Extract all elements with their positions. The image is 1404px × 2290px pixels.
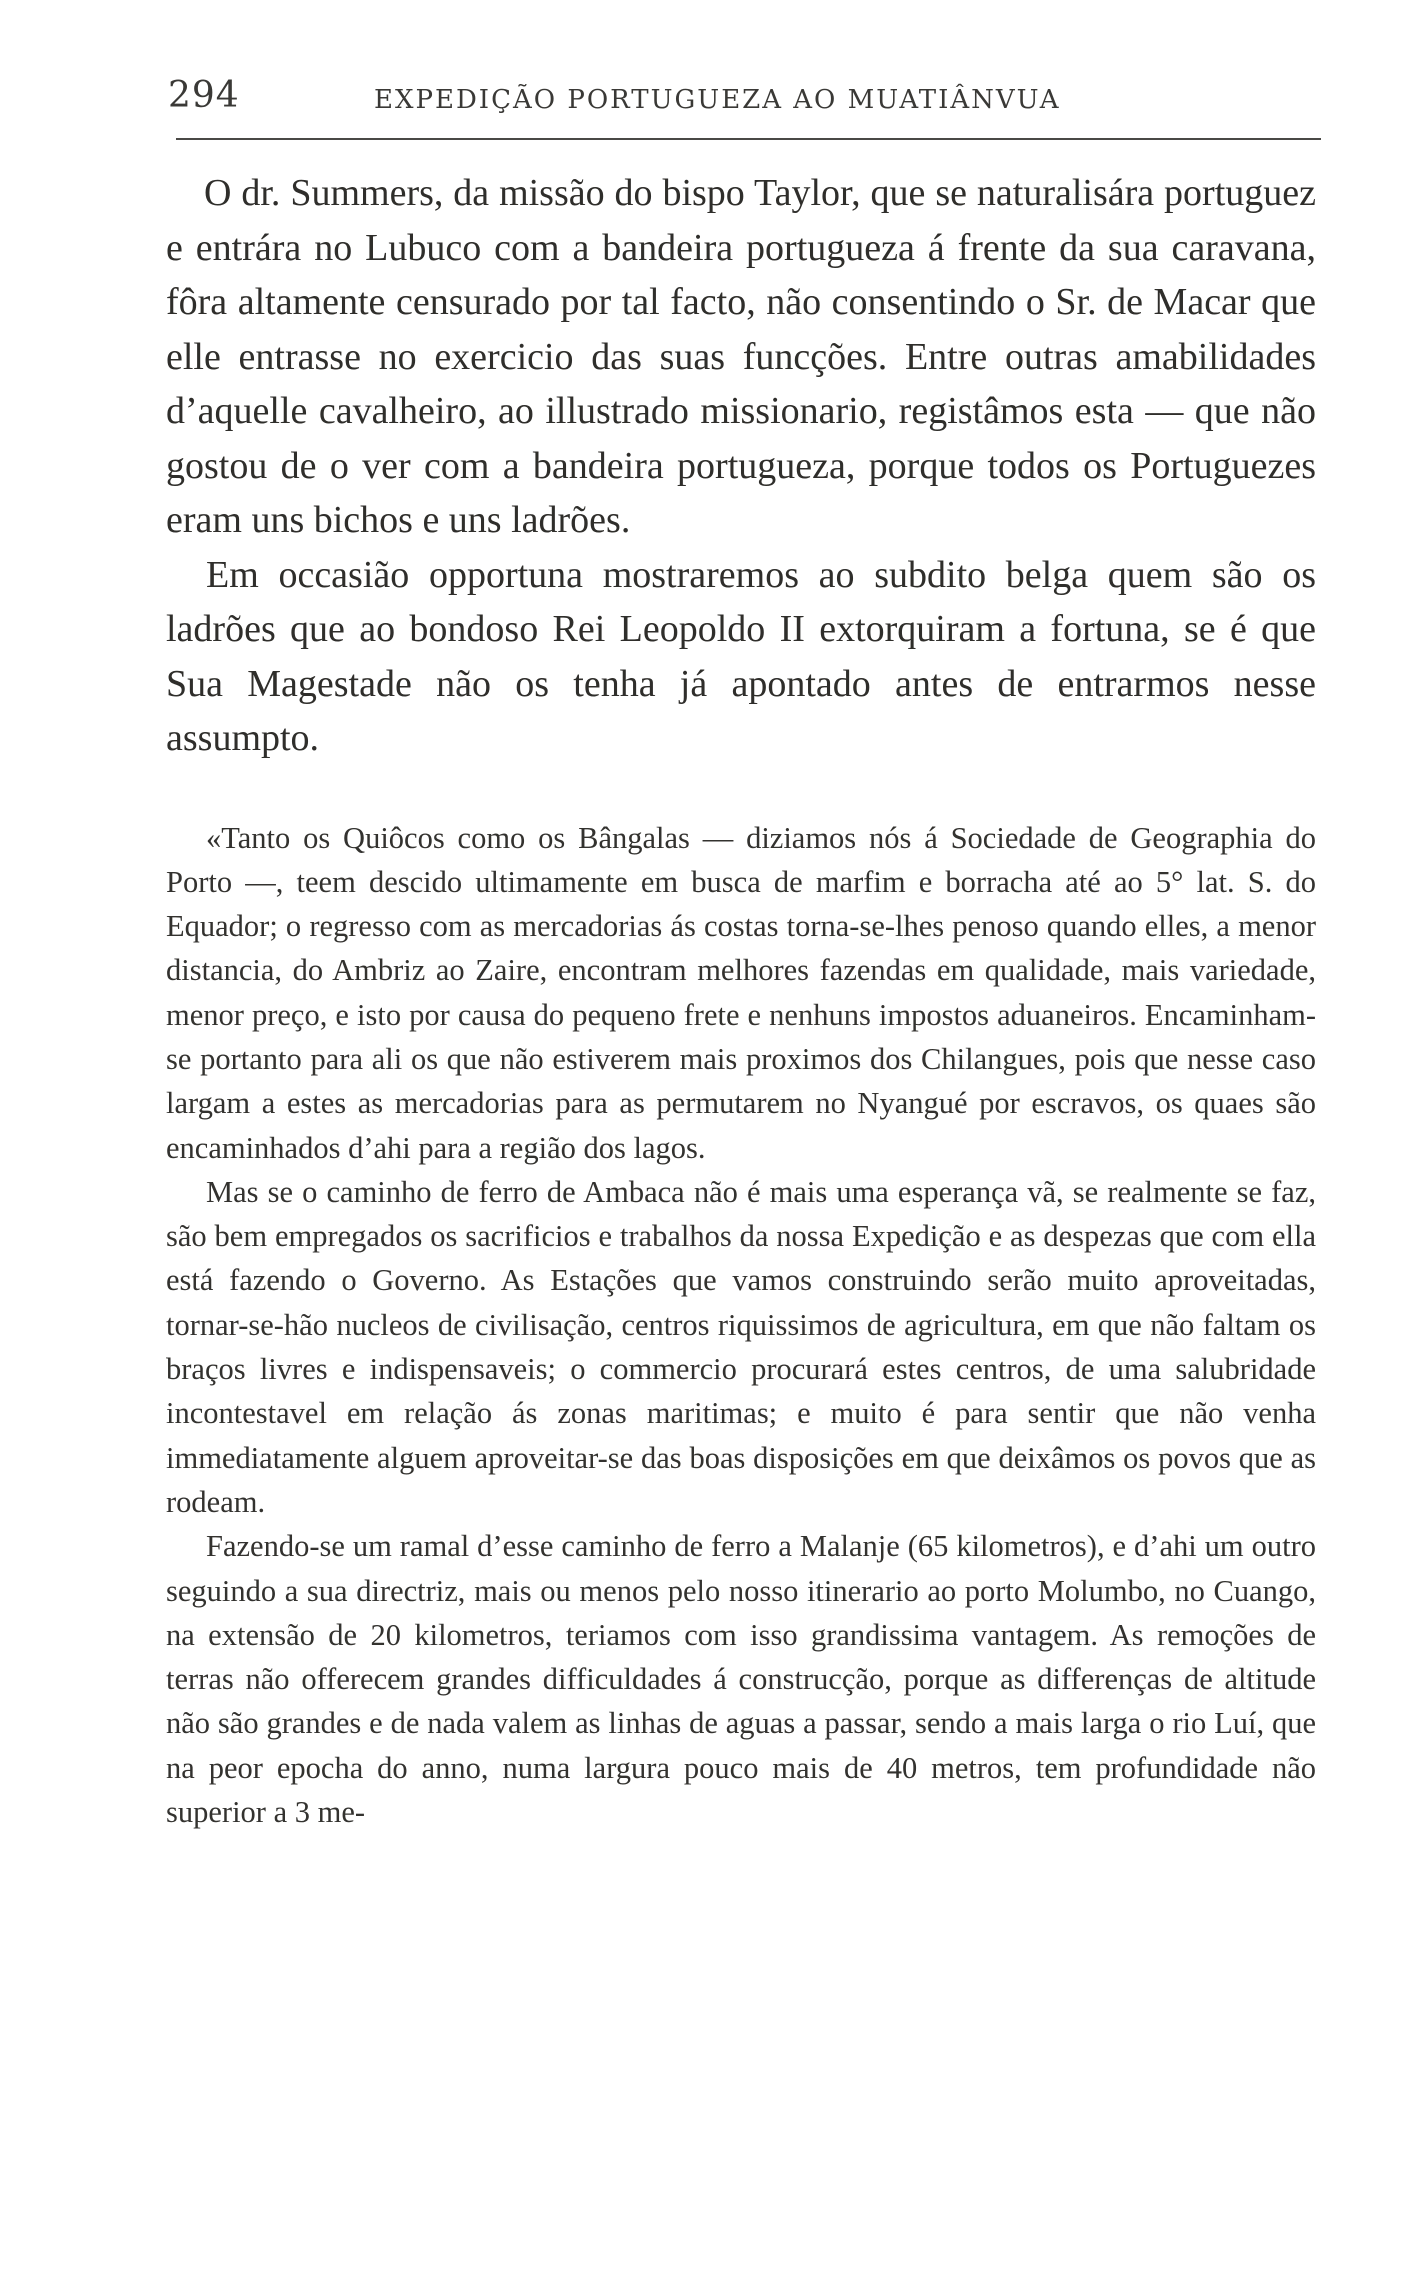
page-body	[166, 166, 1316, 1834]
running-title: EXPEDIÇÃO PORTUGUEZA AO MUATIÂNVUA	[374, 85, 1061, 115]
quoted-text	[166, 816, 1316, 1835]
quote-paragraph: Fazendo-se um ramal d’esse caminho de ferro a Malanje (65 kilometros), e d’ahi um outro seguindo a sua directriz, mais ou menos pelo nosso itinerario ao porto Molumbo, no Cuango, na extensão de 20 kilometros, teriamos com isso grandissima vantagem. As remoções de terras não offerecem grandes difficuldades á construcção, porque as differenças de altitude não são grandes e de nada valem as linhas de aguas a passar, sendo a mais larga o rio Luí, que na peor epocha do anno, numa largura pouco mais de 40 metros, tem profundidade não superior a 3 me-	[166, 1529, 1316, 1830]
main-text	[166, 166, 1316, 766]
quote-paragraph: «Tanto os Quiôcos como os Bângalas — diziamos nós á Sociedade de Geographia do Porto —, teem descido ultimamente em busca de marfim e borracha até ao 5° lat. S. do Equador; o regresso com as mercadorias ás costas torna-se-lhes penoso quando elles, a menor distancia, do Ambriz ao Zaire, encontram melhores fazendas em qualidade, mais variedade, menor preço, e isto por causa do pequeno frete e nenhuns impostos aduaneiros. Encaminham-se portanto para ali os que não estiverem mais proximos dos Chilangues, pois que nesse caso largam a estes as mercadorias para as permutarem no Nyangué por escravos, os quaes são encaminhados d’ahi para a região dos lagos.	[166, 820, 1316, 1165]
paragraph: O dr. Summers, da missão do bispo Taylor, que se naturalisára portuguez e entrára no Lubuco com a bandeira portugueza á frente da sua caravana, fôra altamente censurado por tal facto, não consentindo o Sr. de Macar que elle entrasse no exercicio das suas funcções. Entre outras amabilidades d’aquelle cavalheiro, ao illustrado missionario, registâmos esta — que não gostou de o ver com a bandeira portugueza, porque todos os Portuguezes eram uns bichos e uns ladrões.	[166, 172, 1316, 541]
paragraph: Em occasião opportuna mostraremos ao subdito belga quem são os ladrões que ao bondoso Rei Leopoldo II extorquiram a fortuna, se é que Sua Magestade não os tenha já apontado antes de entrarmos nesse assumpto.	[166, 553, 1316, 759]
page-number: 294	[168, 75, 240, 116]
quote-paragraph: Mas se o caminho de ferro de Ambaca não é mais uma esperança vã, se realmente se faz, são bem empregados os sacrificios e trabalhos da nossa Expedição e as despezas que com ella está fazendo o Governo. As Estações que vamos construindo serão muito aproveitadas, tornar-se-hão nucleos de civilisação, centros riquissimos de agricultura, em que não faltam os braços livres e indispensaveis; o commercio procurará estes centros, de uma salubridade incontestavel em relação ás zonas maritimas; e muito é para sentir que não venha immediatamente alguem aproveitar-se das boas disposições em que deixâmos os povos que as rodeam.	[166, 1174, 1316, 1519]
page-header	[168, 68, 1318, 124]
header-rule	[176, 138, 1321, 140]
